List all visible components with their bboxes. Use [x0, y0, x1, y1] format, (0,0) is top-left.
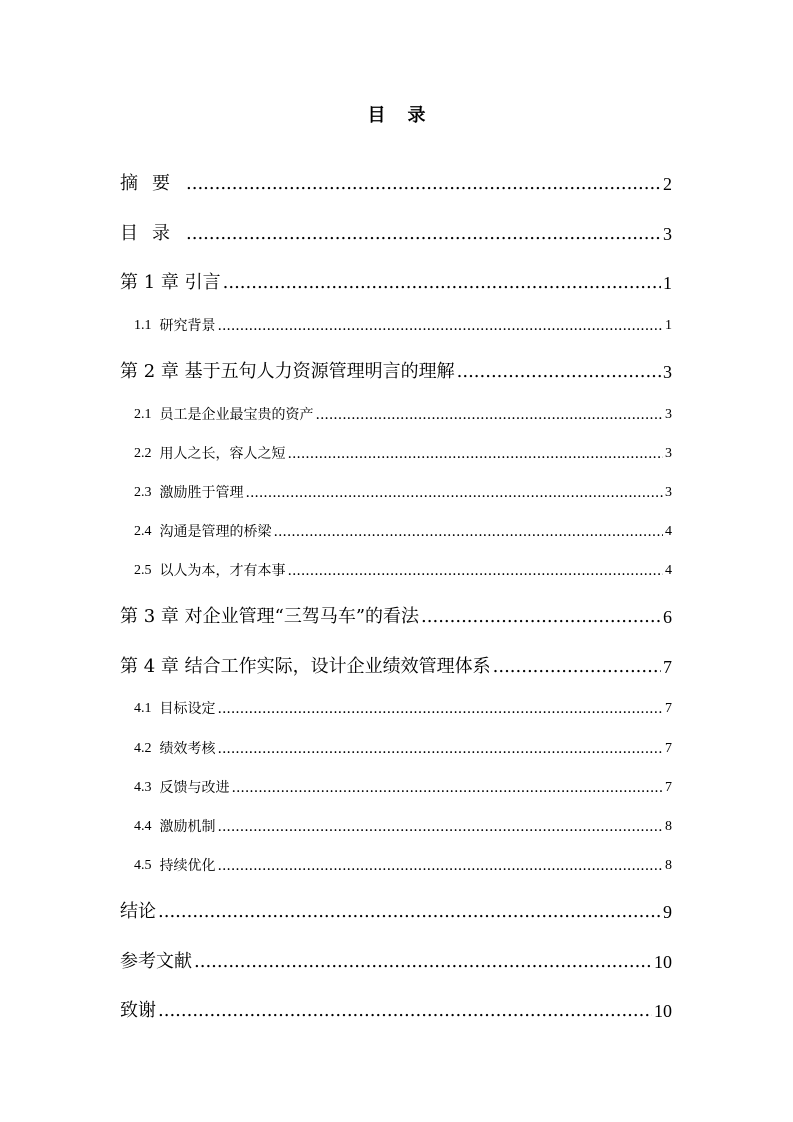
toc-entry-references[interactable]: [120, 950, 672, 974]
toc-leader-dots: [288, 444, 664, 464]
toc-entry-abstract[interactable]: [120, 172, 672, 196]
toc-entry-label: 员工是企业最宝贵的资产: [159, 407, 314, 423]
toc-entry-chapter-1[interactable]: [120, 271, 672, 295]
toc-entry-page: 3: [663, 362, 672, 382]
toc-entry-section-2-3[interactable]: [134, 483, 672, 503]
toc-section-number: 2.5: [134, 563, 152, 578]
toc-entry-section-2-4[interactable]: [134, 522, 672, 542]
toc-entry-section-2-1[interactable]: [134, 405, 672, 425]
toc-entry-section-4-5[interactable]: [134, 856, 672, 876]
toc-leader-dots: [186, 222, 661, 246]
toc-entry-acknowledgements[interactable]: [120, 999, 672, 1023]
toc-entry-label: 用人之长，容人之短: [159, 446, 286, 462]
toc-entry-page: 9: [663, 902, 672, 922]
toc-entry-label: 沟通是管理的桥梁: [159, 524, 272, 540]
toc-entry-section-2-5[interactable]: [134, 561, 672, 581]
toc-entry-label: 参考文献: [120, 951, 192, 972]
toc-entry-page: 2: [663, 174, 672, 194]
toc-entry-label: 目录: [120, 223, 184, 244]
toc-section-number: 4.1: [134, 701, 152, 716]
toc-leader-dots: [246, 483, 664, 503]
toc-entry-page: 4: [665, 524, 672, 539]
toc-entry-section-1-1[interactable]: [134, 316, 672, 336]
toc-leader-dots: [274, 522, 664, 542]
toc-leader-dots: [421, 605, 661, 629]
toc-leader-dots: [316, 405, 664, 425]
toc-leader-dots: [194, 950, 652, 974]
toc-entry-page: 6: [663, 607, 672, 627]
toc-leader-dots: [457, 360, 661, 384]
toc-entry-page: 10: [654, 952, 672, 972]
toc-section-number: 2.4: [134, 524, 152, 539]
toc-entry-page: 4: [665, 563, 672, 578]
toc-leader-dots: [223, 271, 661, 295]
toc-entry-label: 激励机制: [159, 819, 216, 835]
toc-entry-label: 激励胜于管理: [159, 485, 244, 501]
toc-section-number: 1.1: [134, 318, 152, 333]
toc-entry-label: 第 2 章 基于五句人力资源管理明言的理解: [120, 361, 455, 382]
toc-entry-page: 3: [665, 446, 672, 461]
toc-section-number: 2.1: [134, 407, 152, 422]
toc-entry-label: 绩效考核: [159, 741, 216, 757]
toc-entry-chapter-3[interactable]: [120, 605, 672, 629]
toc-leader-dots: [232, 778, 664, 798]
toc-entry-section-4-4[interactable]: [134, 817, 672, 837]
toc-section-number: 4.5: [134, 858, 152, 873]
toc-entry-label: 致谢: [120, 1000, 156, 1021]
toc-entry-section-4-1[interactable]: [134, 699, 672, 719]
toc-entry-contents[interactable]: [120, 222, 672, 246]
toc-entry-conclusion[interactable]: [120, 900, 672, 924]
toc-leader-dots: [218, 856, 664, 876]
toc-entry-page: 1: [665, 318, 672, 333]
toc-entry-page: 3: [665, 407, 672, 422]
toc-entry-chapter-2[interactable]: [120, 360, 672, 384]
toc-entry-page: 8: [665, 819, 672, 834]
toc-leader-dots: [186, 172, 661, 196]
toc-entry-label: 摘要: [120, 173, 184, 194]
toc-section-number: 4.3: [134, 780, 152, 795]
toc-leader-dots: [158, 900, 661, 924]
toc-entry-label: 第 3 章 对企业管理“三驾马车”的看法: [120, 606, 420, 627]
toc-entry-page: 3: [663, 224, 672, 244]
toc-entry-page: 8: [665, 858, 672, 873]
toc-entry-section-4-3[interactable]: [134, 778, 672, 798]
toc-entry-label: 第 1 章 引言: [120, 272, 221, 293]
toc-leader-dots: [158, 999, 652, 1023]
toc-entry-chapter-4[interactable]: [120, 655, 672, 679]
toc-section-number: 2.2: [134, 446, 152, 461]
toc-leader-dots: [288, 561, 664, 581]
toc-leader-dots: [493, 655, 661, 679]
toc-section-number: 4.2: [134, 741, 152, 756]
toc-leader-dots: [218, 699, 664, 719]
toc-leader-dots: [218, 817, 664, 837]
toc-entry-page: 7: [665, 701, 672, 716]
toc-entry-page: 3: [665, 485, 672, 500]
toc-entry-page: 7: [663, 657, 672, 677]
toc-section-number: 4.4: [134, 819, 152, 834]
toc-entry-section-2-2[interactable]: [134, 444, 672, 464]
toc-entry-label: 以人为本，才有本事: [159, 563, 286, 579]
toc-entry-label: 目标设定: [159, 701, 216, 717]
toc-entry-page: 7: [665, 741, 672, 756]
toc-title: 目录: [367, 105, 448, 126]
toc-entry-page: 7: [665, 780, 672, 795]
toc-leader-dots: [218, 316, 664, 336]
toc-entry-section-4-2[interactable]: [134, 739, 672, 759]
toc-entry-page: 1: [663, 273, 672, 293]
toc-leader-dots: [218, 739, 664, 759]
toc-entry-page: 10: [654, 1001, 672, 1021]
toc-entry-label: 第 4 章 结合工作实际，设计企业绩效管理体系: [120, 656, 491, 677]
toc-entry-label: 结论: [120, 901, 156, 922]
toc-entry-label: 持续优化: [159, 858, 216, 874]
toc-entry-label: 反馈与改进: [159, 780, 230, 796]
toc-section-number: 2.3: [134, 485, 152, 500]
toc-entry-label: 研究背景: [159, 318, 216, 334]
